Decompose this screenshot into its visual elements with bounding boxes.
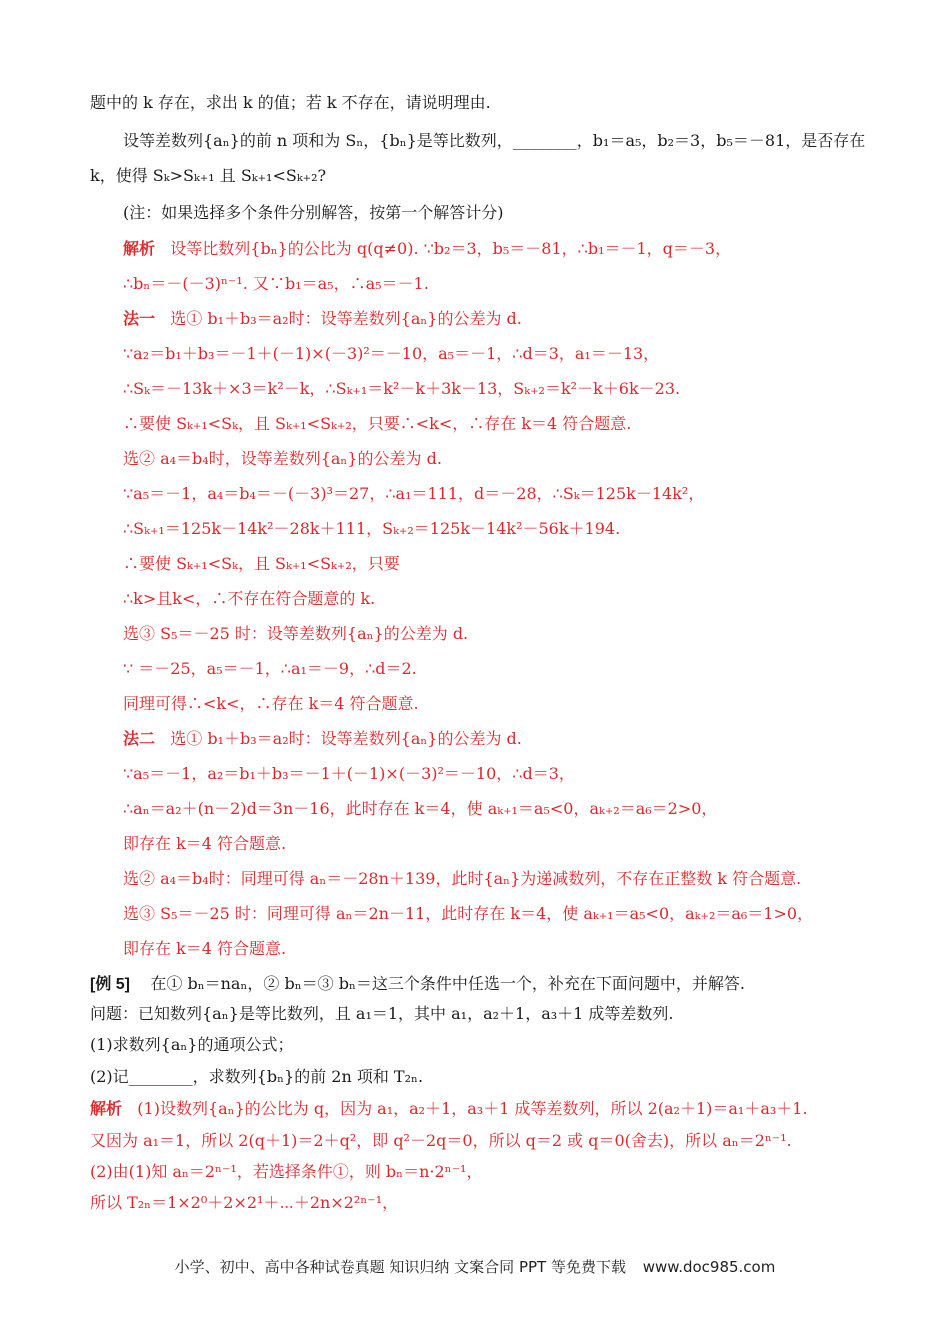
example5-q1: (1)求数列{aₙ}的通项公式；: [90, 1035, 294, 1054]
solution-line18: 即存在 k＝4 符合题意.: [123, 834, 287, 853]
solution-line19: 选② a₄＝b₄时：同理可得 aₙ＝－28n＋139，此时{aₙ}为递减数列，不存在正整数 k 符合题意.: [123, 869, 802, 888]
solution-label: 解析: [123, 239, 156, 258]
example5-label: [例 5]: [90, 976, 131, 993]
solution-line8: ∵a₅＝－1，a₄＝b₄＝－(－3)³＝27，∴a₁＝111，d＝－28，∴Sₖ＝125k－14k²，: [123, 484, 705, 503]
solution-line10: ∴要使 Sₖ₊₁<Sₖ，且 Sₖ₊₁<Sₖ₊₂，只要: [123, 554, 400, 573]
solution-line20: 选③ S₅＝－25 时：同理可得 aₙ＝2n－11，此时存在 k＝4，使 aₖ₊₁＝a₅<0，aₖ₊₂＝a₆＝1>0，: [123, 904, 814, 923]
solution-line13: ∵ ＝－25，a₅＝－1，∴a₁＝－9，∴d＝2.: [123, 659, 417, 678]
example5-sol1: [90, 1098, 870, 1120]
footer-text: 小学、初中、高中各种试卷真题 知识归纳 文案合同 PPT 等免费下载: [174, 1258, 626, 1276]
example5-sol1-text: (1)设数列{aₙ}的公比为 q，因为 a₁，a₂＋1，a₃＋1 成等差数列，所以 2(a₂＋1)＝a₁＋a₃＋1.: [137, 1099, 808, 1118]
page-footer: [0, 1256, 950, 1277]
example5-q2: (2)记________，求数列{bₙ}的前 2n 项和 T₂ₙ.: [90, 1067, 424, 1086]
solution-line12: 选③ S₅＝－25 时：设等差数列{aₙ}的公差为 d.: [123, 624, 469, 643]
example5-sol4: 所以 T₂ₙ＝1×2⁰＋2×2¹＋⋯＋2n×2²ⁿ⁻¹，: [90, 1193, 399, 1212]
example5-sol3: (2)由(1)知 aₙ＝2ⁿ⁻¹，若选择条件①，则 bₙ＝n·2ⁿ⁻¹，: [90, 1162, 483, 1181]
problem-intro-line2: 设等差数列{aₙ}的前 n 项和为 Sₙ，{bₙ}是等比数列，________，b₁＝a₅，b₂＝3，b₅＝－81，是否存在: [123, 131, 866, 150]
solution-line15-text: 选① b₁＋b₃＝a₂时：设等差数列{aₙ}的公差为 d.: [170, 729, 522, 748]
solution-line11: ∴k>且k<，∴不存在符合题意的 k.: [123, 589, 376, 608]
example5-problem: 问题：已知数列{aₙ}是等比数列，且 a₁＝1，其中 a₁，a₂＋1，a₃＋1 成等差数列.: [90, 1004, 674, 1023]
solution-line17: ∴aₙ＝a₂＋(n－2)d＝3n－16，此时存在 k＝4，使 aₖ₊₁＝a₅<0，aₖ₊₂＝a₆＝2>0，: [123, 799, 718, 818]
problem-note: (注：如果选择多个条件分别解答，按第一个解答计分): [123, 203, 504, 222]
method2-label: 法二: [123, 729, 156, 748]
solution-line2: ∴bₙ＝－(－3)ⁿ⁻¹. 又∵b₁＝a₅，∴a₅＝－1.: [123, 274, 429, 293]
solution-line5: ∴Sₖ＝－13k＋×3＝k²－k，∴Sₖ₊₁＝k²－k＋3k－13，Sₖ₊₂＝k²－k＋6k－23.: [123, 379, 681, 398]
solution-line9: ∴Sₖ₊₁＝125k－14k²－28k＋111，Sₖ₊₂＝125k－14k²－56k＋194.: [123, 519, 621, 538]
solution-line14: 同理可得∴<k<，∴存在 k＝4 符合题意.: [123, 694, 419, 713]
example5-header: [90, 973, 870, 996]
solution-line15: [123, 728, 903, 750]
solution-line16: ∵a₅＝－1，a₂＝b₁＋b₃＝－1＋(－1)×(－3)²＝－10，∴d＝3，: [123, 764, 575, 783]
problem-intro-line3: k，使得 Sₖ>Sₖ₊₁ 且 Sₖ₊₁<Sₖ₊₂?: [90, 166, 327, 185]
solution-line7: 选② a₄＝b₄时，设等差数列{aₙ}的公差为 d.: [123, 449, 442, 468]
solution-line21: 即存在 k＝4 符合题意.: [123, 939, 287, 958]
problem-intro-line1: 题中的 k 存在，求出 k 的值；若 k 不存在，请说明理由.: [90, 93, 491, 112]
solution-line3-text: 选① b₁＋b₃＝a₂时：设等差数列{aₙ}的公差为 d.: [170, 309, 522, 328]
example5-sol2: 又因为 a₁＝1，所以 2(q＋1)＝2＋q²，即 q²－2q＝0，所以 q＝2 或 q＝0(舍去)，所以 aₙ＝2ⁿ⁻¹.: [90, 1131, 792, 1150]
solution-line1: [123, 238, 903, 260]
solution-line3: [123, 308, 903, 330]
solution-line6: ∴要使 Sₖ₊₁<Sₖ，且 Sₖ₊₁<Sₖ₊₂，只要∴<k<，∴存在 k＝4 符合题意.: [123, 414, 632, 433]
solution-line1-text: 设等比数列{bₙ}的公比为 q(q≠0). ∵b₂＝3，b₅＝－81，∴b₁＝－1，q＝－3，: [170, 239, 732, 258]
example5-solution-label: 解析: [90, 1099, 123, 1118]
solution-line4: ∵a₂＝b₁＋b₃＝－1＋(－1)×(－3)²＝－10，a₅＝－1，∴d＝3，a₁＝－13，: [123, 344, 660, 363]
method1-label: 法一: [123, 309, 156, 328]
footer-url[interactable]: www.doc985.com: [642, 1258, 776, 1276]
example5-text: 在① bₙ＝naₙ，② bₙ＝③ bₙ＝这三个条件中任选一个，补充在下面问题中，并解答.: [150, 974, 745, 993]
